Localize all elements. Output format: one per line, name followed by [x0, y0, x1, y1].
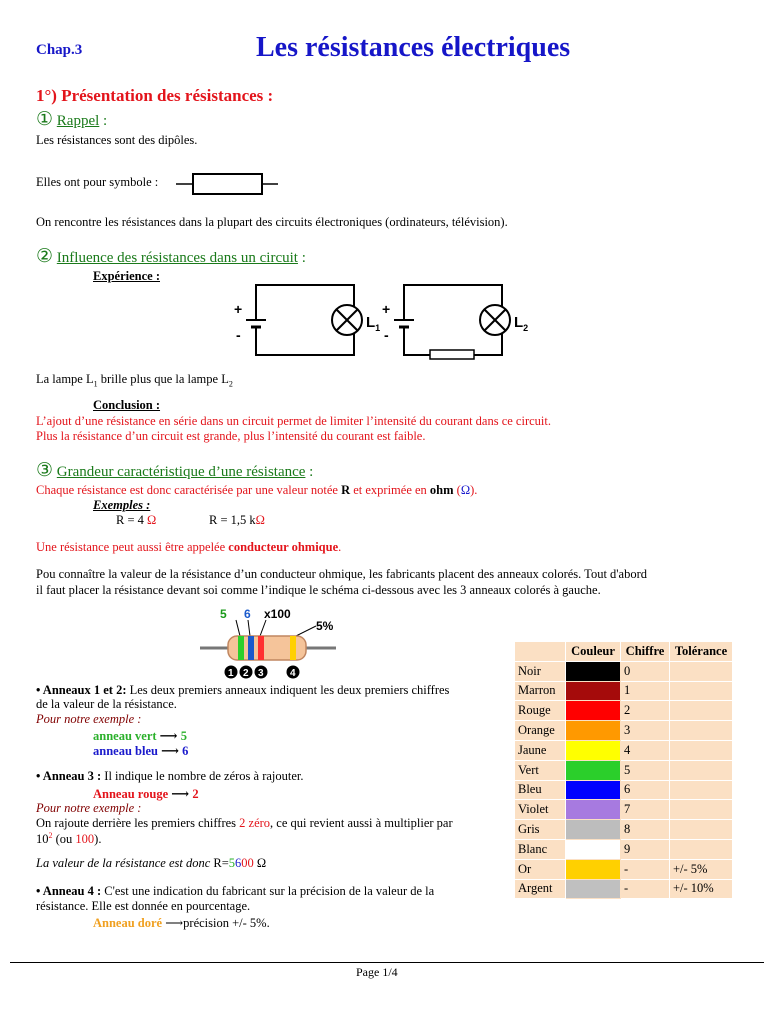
color-tolerance	[670, 721, 733, 741]
color-digit: 8	[621, 820, 670, 840]
color-swatch	[566, 879, 621, 899]
color-tolerance	[670, 661, 733, 681]
band-gold	[290, 636, 296, 660]
color-tolerance	[670, 800, 733, 820]
grandeur-title: Grandeur caractéristique d’une résistance	[56, 464, 306, 480]
table-row	[515, 800, 733, 820]
grandeur-colon: :	[305, 464, 314, 480]
table-row	[515, 839, 733, 859]
svg-text:x100: x100	[264, 607, 291, 621]
color-tolerance: +/- 5%	[670, 859, 733, 879]
conclusion-line1: L’ajout d’une résistance en série dans un circuit permet de limiter l’intensité du courant dans ce circuit.	[36, 414, 551, 428]
rappel-line3: On rencontre les résistances dans la plupart des circuits électroniques (ordinateurs, télévision).	[36, 215, 508, 229]
minus-sign: -	[236, 327, 241, 343]
anneau4-line2: résistance. Elle est donnée en pourcentage.	[36, 899, 251, 913]
observation-line: La lampe $L_1$ brille plus que la lampe $L_2$	[36, 372, 233, 389]
color-tolerance	[670, 780, 733, 800]
color-swatch	[566, 721, 621, 741]
color-tolerance	[670, 681, 733, 701]
color-tolerance	[670, 839, 733, 859]
color-name: Noir	[515, 661, 566, 681]
lamp-label-2: $L_2$	[514, 314, 529, 333]
rappel-line2: Elles ont pour symbole :	[36, 175, 159, 189]
arrow-right-icon: ⟶	[171, 787, 190, 801]
grandeur-line1: Chaque résistance est donc caractérisée par une valeur notée R et exprimée en ohm (Ω).	[36, 483, 478, 497]
svg-text:5: 5	[220, 607, 227, 621]
svg-text:1: 1	[228, 668, 234, 679]
circled-three-icon: ③	[36, 460, 54, 481]
svg-text:3: 3	[258, 668, 264, 679]
resistor-symbol-icon	[176, 170, 280, 198]
influence-heading	[36, 245, 306, 268]
color-name: Marron	[515, 681, 566, 701]
color-code-table	[514, 641, 733, 899]
color-swatch	[566, 800, 621, 820]
color-swatch	[566, 740, 621, 760]
color-digit: 6	[621, 780, 670, 800]
grandeur-paragraph-2: il faut placer la résistance devant soi comme l’indique le schéma ci-dessous avec les 3 anneaux colorés à gauche.	[36, 583, 601, 597]
color-swatch	[566, 820, 621, 840]
anneau-dore-line: Anneau doré ⟶précision +/- 5%.	[93, 916, 270, 930]
color-name: Blanc	[515, 839, 566, 859]
color-name: Rouge	[515, 701, 566, 721]
color-digit: 3	[621, 721, 670, 741]
color-name: Bleu	[515, 780, 566, 800]
color-digit: 1	[621, 681, 670, 701]
color-digit: 9	[621, 839, 670, 859]
table-row	[515, 721, 733, 741]
circled-two-icon: ②	[36, 246, 54, 267]
section-title: 1°) Présentation des résistances :	[36, 86, 274, 105]
color-name: Gris	[515, 820, 566, 840]
anneau3-explain-2: $10^2$ (ou 100).	[36, 831, 102, 847]
color-swatch	[566, 780, 621, 800]
table-row	[515, 760, 733, 780]
color-name: Jaune	[515, 740, 566, 760]
example-1: R = 4 Ω	[116, 513, 157, 527]
circled-one-icon: ①	[36, 109, 54, 130]
page-title: Les résistances électriques	[256, 32, 571, 63]
color-digit: 4	[621, 740, 670, 760]
color-tolerance	[670, 701, 733, 721]
circuit-2	[382, 285, 528, 359]
rappel-colon: :	[99, 113, 108, 129]
anneaux12-line1: • Anneaux 1 et 2: Les deux premiers anneaux indiquent les deux premiers chiffres	[36, 683, 450, 697]
arrow-right-icon: ⟶	[165, 916, 184, 930]
table-row	[515, 681, 733, 701]
resistor-icon	[430, 350, 474, 359]
color-tolerance	[670, 820, 733, 840]
grandeur-line2: Une résistance peut aussi être appelée conducteur ohmique.	[36, 540, 342, 554]
color-tolerance	[670, 760, 733, 780]
anneau3-line: • Anneau 3 : Il indique le nombre de zéros à rajouter.	[36, 769, 304, 783]
influence-title: Influence des résistances dans un circuit	[56, 250, 298, 266]
color-swatch	[566, 859, 621, 879]
color-name: Violet	[515, 800, 566, 820]
color-swatch	[566, 681, 621, 701]
color-tolerance: +/- 10%	[670, 879, 733, 899]
svg-text:2: 2	[243, 668, 249, 679]
table-row	[515, 740, 733, 760]
table-header-blank	[515, 642, 566, 662]
rappel-title: Rappel	[56, 113, 100, 129]
influence-colon: :	[297, 250, 306, 266]
table-row	[515, 879, 733, 899]
plus-sign: +	[382, 301, 391, 317]
svg-text:4: 4	[290, 668, 296, 679]
grandeur-heading	[36, 459, 313, 482]
arrow-right-icon: ⟶	[159, 729, 178, 743]
color-digit: 5	[621, 760, 670, 780]
color-digit: 2	[621, 701, 670, 721]
anneau-vert-line: anneau vert ⟶ 5	[93, 729, 187, 743]
color-tolerance	[670, 740, 733, 760]
color-digit: 7	[621, 800, 670, 820]
page-number: Page 1/4	[356, 965, 398, 979]
chapter-label: Chap.3	[36, 42, 83, 58]
anneau-bleu-line: anneau bleu ⟶ 6	[93, 744, 189, 758]
plus-sign: +	[234, 301, 243, 317]
svg-text:6: 6	[244, 607, 251, 621]
table-header: Couleur	[566, 642, 621, 662]
table-row	[515, 859, 733, 879]
table-row	[515, 820, 733, 840]
table-row	[515, 780, 733, 800]
resistor-bands-figure	[200, 602, 350, 682]
example-label-1: Pour notre exemple :	[36, 712, 142, 726]
arrow-right-icon: ⟶	[161, 744, 180, 758]
rappel-line1: Les résistances sont des dipôles.	[36, 133, 198, 147]
anneau-rouge-line: Anneau rouge ⟶ 2	[93, 787, 199, 801]
conclusion-label: Conclusion :	[93, 398, 161, 412]
band-green	[238, 636, 244, 660]
color-digit: -	[621, 879, 670, 899]
circuit-1	[234, 285, 380, 355]
valeur-line: La valeur de la résistance est donc R=5600 Ω	[36, 856, 267, 870]
color-digit: -	[621, 859, 670, 879]
anneaux12-line2: de la valeur de la résistance.	[36, 697, 177, 711]
color-swatch	[566, 661, 621, 681]
band-blue	[248, 636, 254, 660]
color-name: Vert	[515, 760, 566, 780]
anneau3-explain-1: On rajoute derrière les premiers chiffres 2 zéro, ce qui revient aussi à multiplier par	[36, 816, 453, 830]
footer-divider	[10, 962, 764, 963]
grandeur-paragraph-1: Pou connaître la valeur de la résistance d’un conducteur ohmique, les fabricants placent des anneaux colorés. Tout d'abord	[36, 567, 647, 581]
table-header: Tolérance	[670, 642, 733, 662]
table-header-row	[515, 642, 733, 662]
exemples-label: Exemples :	[93, 498, 151, 512]
color-name: Or	[515, 859, 566, 879]
circuit-diagram	[226, 280, 546, 365]
anneau4-line1: • Anneau 4 : C'est une indication du fabricant sur la précision de la valeur de la	[36, 884, 435, 898]
color-swatch	[566, 839, 621, 859]
color-digit: 0	[621, 661, 670, 681]
color-swatch	[566, 701, 621, 721]
example-label-2: Pour notre exemple :	[36, 801, 142, 815]
rappel-heading	[36, 108, 107, 131]
example-2: R = 1,5 kΩ	[209, 513, 265, 527]
table-row	[515, 701, 733, 721]
color-swatch	[566, 760, 621, 780]
conclusion-line2: Plus la résistance d’un circuit est grande, plus l’intensité du courant est faible.	[36, 429, 426, 443]
band-red	[258, 636, 264, 660]
color-name: Argent	[515, 879, 566, 899]
minus-sign: -	[384, 327, 389, 343]
table-header: Chiffre	[621, 642, 670, 662]
experience-label: Expérience :	[93, 269, 160, 283]
lamp-label-1: $L_1$	[366, 314, 381, 333]
svg-text:5%: 5%	[316, 619, 334, 633]
color-name: Orange	[515, 721, 566, 741]
table-row	[515, 661, 733, 681]
